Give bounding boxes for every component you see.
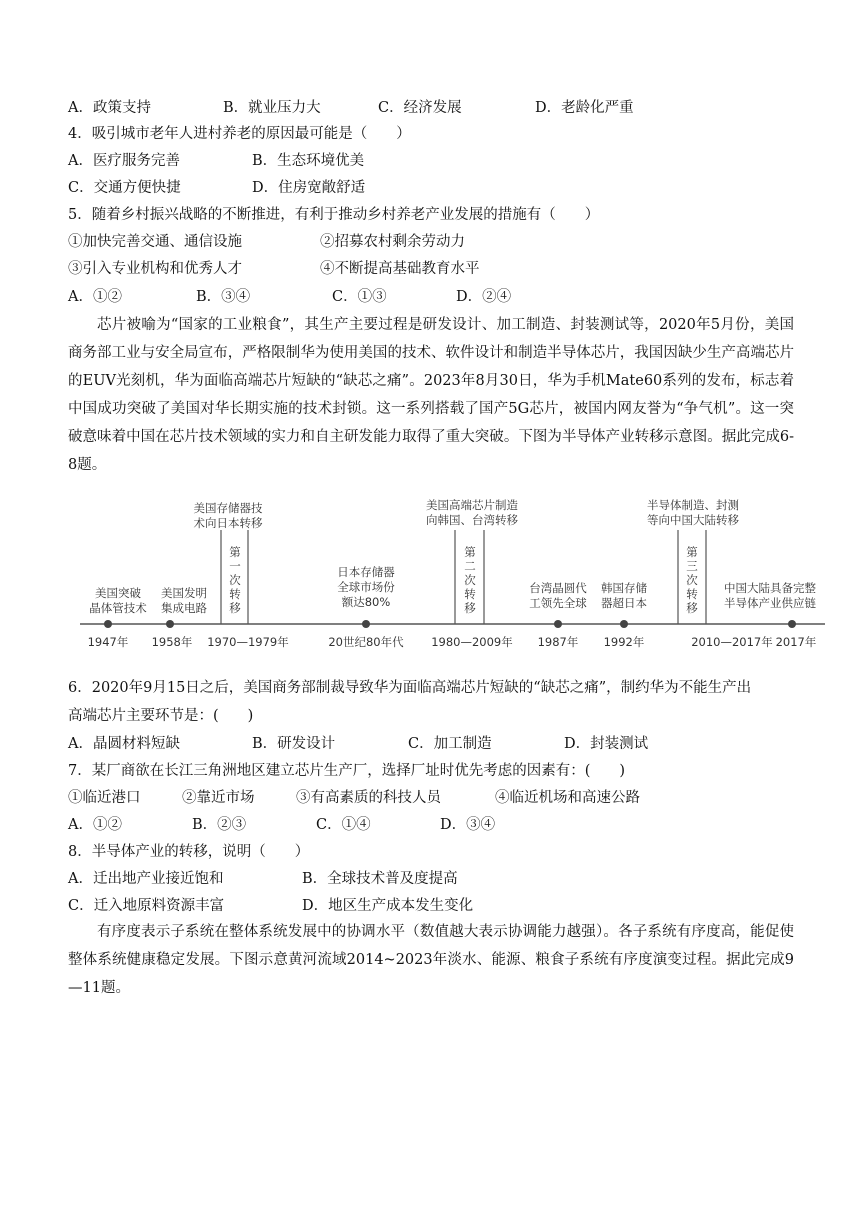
q4-option-b: B．生态环境优美	[252, 153, 365, 169]
q5-item-1: ①加快完善交通、通信设施	[68, 234, 242, 250]
transfer-label-1-char-3: 转	[464, 587, 476, 601]
timeline-date-4: 1980—2009年	[431, 635, 513, 649]
timeline-event-3-line-1: 全球市场份	[337, 580, 395, 594]
timeline-event-4-line-0: 美国高端芯片制造	[426, 498, 518, 512]
transfer-label-2-char-0: 第	[686, 545, 698, 559]
q6-option-b: B．研发设计	[252, 736, 336, 752]
q7-item-2: ②靠近市场	[182, 790, 255, 806]
timeline-event-8-line-0: 中国大陆具备完整	[724, 581, 816, 595]
timeline-dot-5	[554, 620, 562, 628]
q4-option-a: A．医疗服务完善	[68, 153, 180, 169]
q8-stem: 8．半导体产业的转移，说明（ ）	[68, 844, 310, 860]
chip-passage: 芯片被喻为“国家的工业粮食”，其生产主要过程是研发设计、加工制造、封装测试等，2020年5月份，美国商务部工业与安全局宣布，严格限制华为使用美国的技术、软件设计和制造半导体芯片，我国因缺少生产高端芯片的EUV光刻机，华为面临高端芯片短缺的“缺芯之痛”。2023年8月30日，华为手机Mate60系列的发布，标志着中国成功突破了美国对华长期实施的技术封锁。这一系列搭载了国产5G芯片，被国内网友誉为“争气机”。这一突破意味着中国在芯片技术领域的实力和自主研发能力取得了重大突破。下图为半导体产业转移示意图。据此完成6-8题。	[68, 317, 794, 473]
q5-stem: 5．随着乡村振兴战略的不断推进，有利于推动乡村养老产业发展的措施有（ ）	[68, 207, 600, 223]
transfer-label-2-char-3: 转	[686, 587, 698, 601]
timeline-event-5-line-0: 台湾晶圆代	[529, 581, 587, 595]
transfer-label-1-char-4: 移	[464, 601, 476, 615]
q8-option-a: A．迁出地产业接近饱和	[68, 871, 224, 887]
timeline-dot-8	[788, 620, 796, 628]
q8-option-d: D．地区生产成本发生变化	[302, 898, 474, 914]
q6-stem-line1: 6．2020年9月15日之后，美国商务部制裁导致华为面临高端芯片短缺的“缺芯之痛”，制约华为不能生产出	[68, 680, 752, 696]
transfer-label-0-char-0: 第	[229, 545, 241, 559]
timeline-event-6-line-1: 器超日本	[601, 596, 647, 610]
q6-stem-line2: 高端芯片主要环节是：( )	[68, 708, 254, 724]
timeline-event-6-line-0: 韩国存储	[601, 581, 647, 595]
q5-option-a: A．①②	[68, 289, 122, 305]
timeline-date-2: 1970—1979年	[207, 635, 289, 649]
q6-option-d: D．封装测试	[564, 736, 649, 752]
timeline-event-4-line-1: 向韩国、台湾转移	[426, 513, 518, 527]
yellow-river-passage: 有序度表示子系统在整体系统发展中的协调水平（数值越大表示协调能力越强）。各子系统有序度高，能促使整体系统健康稳定发展。下图示意黄河流域2014~2023年淡水、能源、粮食子系统有序度演变过程。据此完成9—11题。	[68, 924, 794, 996]
transfer-label-2-char-4: 移	[686, 601, 698, 615]
transfer-label-0-char-1: 一	[229, 559, 241, 573]
q5-option-c: C．①③	[332, 289, 387, 305]
transfer-label-2-char-1: 三	[686, 559, 698, 573]
timeline-dot-3	[362, 620, 370, 628]
q6-option-c: C．加工制造	[408, 736, 492, 752]
timeline-date-8: 2017年	[775, 635, 817, 649]
timeline-dot-6	[620, 620, 628, 628]
timeline-event-0-line-0: 美国突破	[95, 586, 141, 600]
q5-item-4: ④不断提高基础教育水平	[320, 261, 480, 277]
q7-option-b: B．②③	[192, 817, 247, 833]
q3-option-c: C．经济发展	[378, 100, 462, 116]
timeline-event-8-line-1: 半导体产业供应链	[724, 596, 816, 610]
timeline-event-1-line-0: 美国发明	[161, 586, 207, 600]
timeline-event-1-line-1: 集成电路	[161, 601, 207, 615]
timeline-event-2-line-0: 美国存储器技	[193, 501, 263, 515]
q6-option-a: A．晶圆材料短缺	[68, 736, 180, 752]
timeline-event-0-line-1: 晶体管技术	[89, 601, 147, 615]
q5-option-b: B．③④	[196, 289, 251, 305]
transfer-label-0-char-3: 转	[229, 587, 241, 601]
transfer-label-0-char-4: 移	[229, 601, 241, 615]
timeline-event-3-line-0: 日本存储器	[337, 565, 395, 579]
transfer-label-2-char-2: 次	[686, 573, 698, 587]
q5-item-2: ②招募农村剩余劳动力	[320, 234, 465, 250]
q8-option-c: C．迁入地原料资源丰富	[68, 898, 225, 914]
timeline-date-6: 1992年	[603, 635, 645, 649]
timeline-event-5-line-1: 工领先全球	[529, 596, 587, 610]
transfer-label-1-char-0: 第	[464, 545, 476, 559]
timeline-date-0: 1947年	[87, 635, 129, 649]
q7-option-a: A．①②	[68, 817, 122, 833]
q7-item-4: ④临近机场和高速公路	[495, 790, 640, 806]
timeline-dot-1	[166, 620, 174, 628]
timeline-date-3: 20世纪80年代	[328, 635, 404, 649]
q7-stem: 7．某厂商欲在长江三角洲地区建立芯片生产厂，选择厂址时优先考虑的因素有：( )	[68, 763, 626, 779]
timeline-event-7-line-0: 半导体制造、封测	[647, 498, 739, 512]
q4-option-d: D．住房宽敞舒适	[252, 180, 366, 196]
q3-option-a: A．政策支持	[68, 100, 151, 116]
timeline-date-7: 2010—2017年	[691, 635, 773, 649]
q7-item-1: ①临近港口	[68, 790, 141, 806]
timeline-event-7-line-1: 等向中国大陆转移	[647, 513, 739, 527]
timeline-date-5: 1987年	[537, 635, 579, 649]
q5-option-d: D．②④	[456, 289, 512, 305]
q4-stem: 4．吸引城市老年人进村养老的原因最可能是（ ）	[68, 126, 411, 142]
q8-option-b: B．全球技术普及度提高	[302, 871, 458, 887]
q3-option-b: B．就业压力大	[223, 100, 321, 116]
timeline-dot-0	[104, 620, 112, 628]
transfer-label-0-char-2: 次	[229, 573, 241, 587]
q5-item-3: ③引入专业机构和优秀人才	[68, 261, 242, 277]
q7-option-c: C．①④	[316, 817, 371, 833]
transfer-label-1-char-2: 次	[464, 573, 476, 587]
q4-option-c: C．交通方便快捷	[68, 180, 181, 196]
q7-option-d: D．③④	[440, 817, 496, 833]
timeline-event-3-line-2: 额达80%	[341, 595, 391, 609]
transfer-label-1-char-1: 二	[464, 559, 476, 573]
timeline-date-1: 1958年	[151, 635, 193, 649]
semiconductor-transfer-timeline	[80, 490, 830, 660]
q3-option-d: D．老龄化严重	[535, 100, 634, 116]
timeline-event-2-line-1: 术向日本转移	[193, 516, 263, 530]
q7-item-3: ③有高素质的科技人员	[296, 790, 441, 806]
